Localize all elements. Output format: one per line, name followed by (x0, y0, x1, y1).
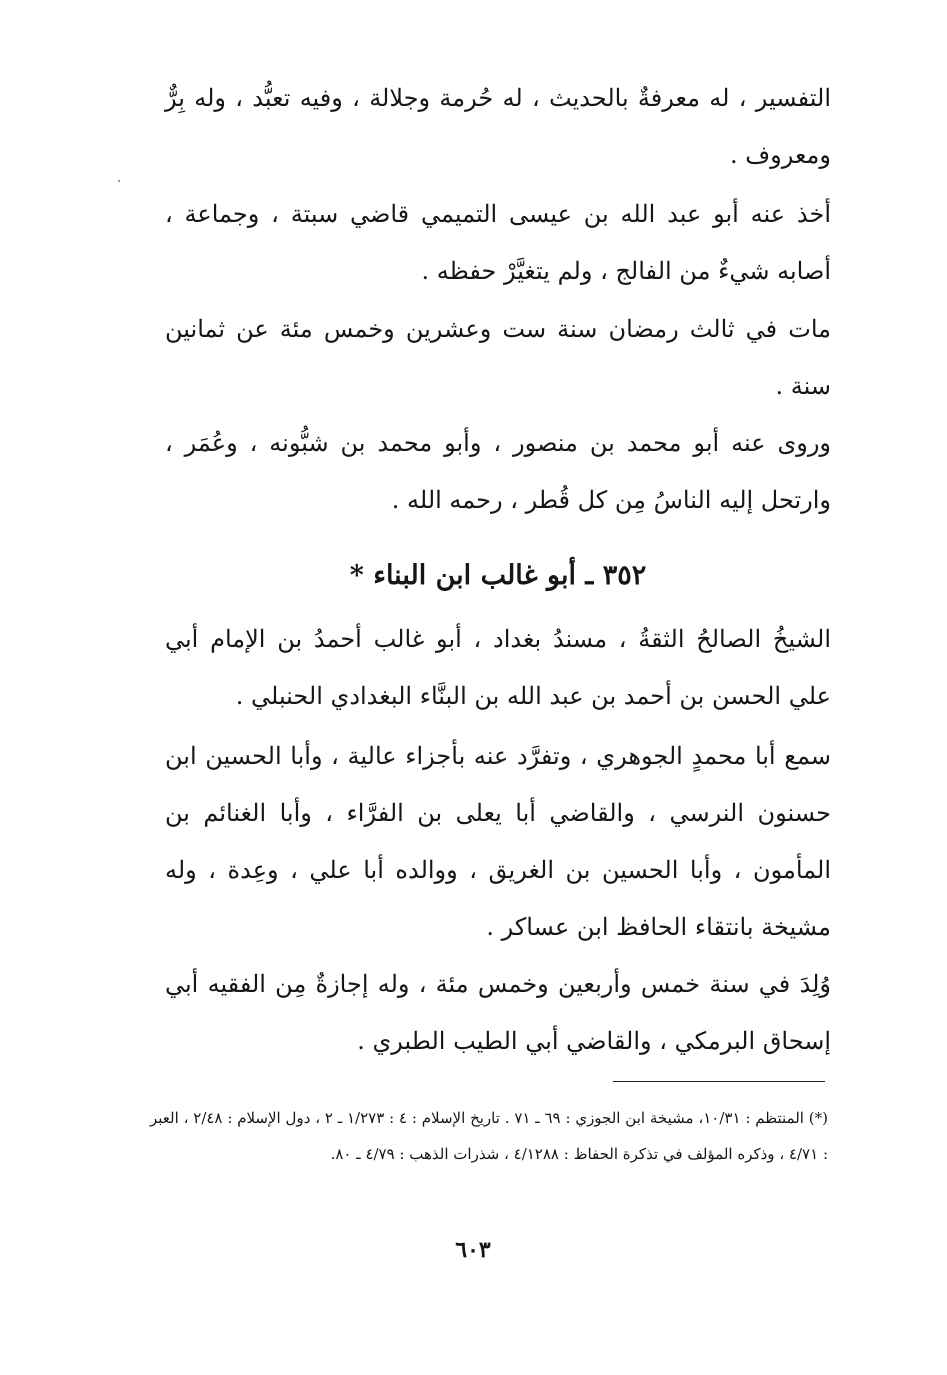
scan-speck (118, 180, 120, 182)
footnote-divider (613, 1081, 825, 1082)
biography-heading: ٣٥٢ ـ أبو غالب ابن البناء * (349, 560, 647, 591)
paragraph-death: مات في ثالث رمضان سنة ست وعشرين وخمس مئة عن ثمانين سنة . (165, 315, 831, 400)
paragraph-students: أخذ عنه أبو عبد الله بن عيسى التميمي قاضي سبتة ، وجماعة ، أصابه شيءٌ من الفالج ، ولم يتغيَّرْ حفظه . (165, 200, 831, 285)
page-number: ٦٠٣ (455, 1237, 491, 1263)
paragraph-birth: وُلِدَ في سنة خمس وأربعين وخمس مئة ، وله إجازةٌ مِن الفقيه أبي إسحاق البرمكي ، والقاضي أبي الطيب الطبري . (165, 970, 831, 1055)
paragraph-teachers: سمع أبا محمدٍ الجوهري ، وتفرَّد عنه بأجزاء عالية ، وأبا الحسين ابن حسنون النرسي ، والقاضي أبا يعلى بن الفرَّاء ، وأبا الغنائم بن المأمون ، وأبا الحسين بن الغريق ، ووالده أبا علي ، وعِدة ، وله مشيخة بانتقاء الحافظ ابن عساكر . (165, 742, 831, 941)
paragraph-narrators: وروى عنه أبو محمد بن منصور ، وأبو محمد بن شبُّونه ، وعُمَر ، وارتحل إليه الناسُ مِن كل قُطر ، رحمه الله . (165, 429, 831, 514)
paragraph-name-lineage: الشيخُ الصالحُ الثقةُ ، مسندُ بغداد ، أبو غالب أحمدُ بن الإمام أبي علي الحسن بن أحمد بن عبد الله بن البنَّاء البغدادي الحنبلي . (165, 625, 831, 710)
paragraph-tafsir: التفسير ، له معرفةٌ بالحديث ، له حُرمة وجلالة ، وفيه تعبُّد ، وله بِرٌّ ومعروف . (165, 84, 831, 169)
footnote-sources: (*) المنتظم : ١٠/٣١، مشيخة ابن الجوزي : ٦٩ ـ ٧١ . تاريخ الإسلام : ٤ : ١/٢٧٣ ـ ٢ ، دول الإسلام : ٢/٤٨ ، العبر : ٤/٧١ ، وذكره المؤلف في تذكرة الحفاظ : ٤/١٢٨٨ ، شذرات الذهب : ٤/٧٩ ـ ٨٠. (150, 1109, 828, 1163)
